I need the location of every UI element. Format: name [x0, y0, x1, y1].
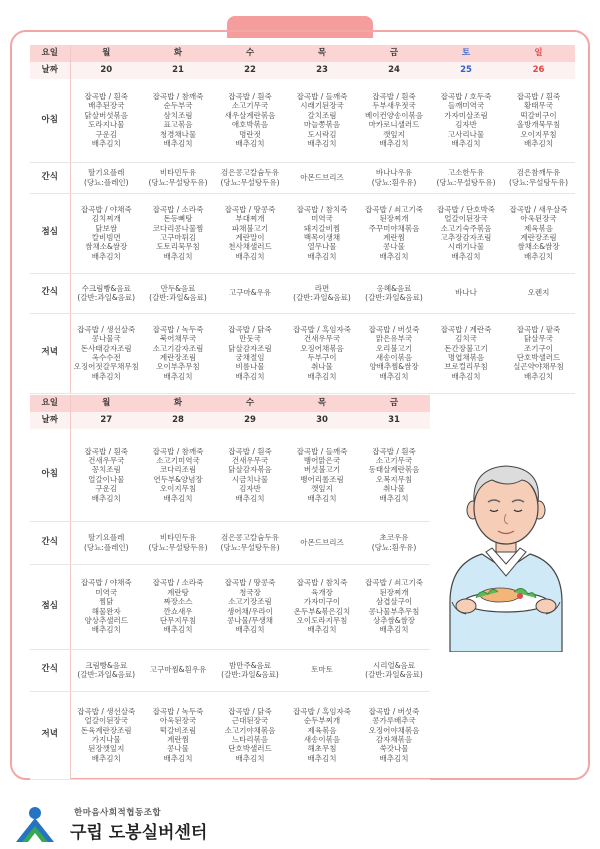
menu-cell: 초코우유 (당뇨:흰우유)	[358, 521, 430, 564]
snack-row	[30, 521, 430, 564]
date-label: 날짜	[30, 412, 70, 429]
menu-cell: 잡곡밥 / 흰죽 두부새우젓국 베이컨양송이볶음 마카로니샐러드 깻잎지 배추김치	[358, 79, 430, 162]
date-cell: 26	[502, 62, 575, 79]
day-thu: 목	[286, 45, 358, 62]
org-name: 구립 도봉실버센터	[70, 823, 208, 843]
lunch-row	[30, 564, 430, 649]
menu-cell: 오렌지	[502, 273, 575, 313]
day-wed: 수	[214, 395, 286, 412]
menu-cell: 검은참깨두유 (당뇨:무설탕두유)	[502, 162, 575, 193]
menu-cell: 수크림빵&음료 (갈반:과일&음료)	[70, 273, 142, 313]
snack-row	[30, 273, 575, 313]
menu-cell: 잡곡밥 / 쇠고기죽 된장찌개 삼겹살구이 콩나물부추무침 상추쌈&쌈장 배추김치	[358, 564, 430, 649]
org-subtitle: 한마음사회적협동조합	[74, 808, 162, 818]
menu-cell: 토마토	[286, 649, 358, 691]
menu-cell: 아몬드브리즈	[286, 162, 358, 193]
date-cell: 22	[214, 62, 286, 79]
menu-cell: 비타민두유 (당뇨:무설탕두유)	[142, 521, 214, 564]
menu-cell: 잡곡밥 / 호두죽 들깨미역국 가자미살조림 김자반 고사리나물 배추김치	[430, 79, 502, 162]
day-fri: 금	[358, 45, 430, 62]
menu-cell: 잡곡밥 / 야채죽 미역국 찜닭 해물완자 양상추샐러드 배추김치	[70, 564, 142, 649]
menu-cell: 잡곡밥 / 흰죽 소고기무국 동태살계란볶음 오복지무침 취나물 배추김치	[358, 429, 430, 521]
date-cell: 21	[142, 62, 214, 79]
week1-menu-table	[30, 45, 575, 394]
menu-cell: 잡곡밥 / 새우살죽 아욱된장국 제육볶음 계란장조림 쌈채소&쌈장 배추김치	[502, 193, 575, 273]
menu-cell: 잡곡밥 / 단호박죽 얼갈이된장국 소고기숙주볶음 고추장감자조림 시래기나물 배추김치	[430, 193, 502, 273]
meal-label: 간식	[30, 649, 70, 691]
date-cell: 29	[214, 412, 286, 429]
day-thu: 목	[286, 395, 358, 412]
menu-cell: 크림빵&음료 (갈반:과일&음료)	[70, 649, 142, 691]
menu-cell: 잡곡밥 / 쇠고기죽 된장찌개 주꾸미야채볶음 계란찜 콩나물 배추김치	[358, 193, 430, 273]
date-cell: 30	[286, 412, 358, 429]
day-fri: 금	[358, 395, 430, 412]
date-cell: 25	[430, 62, 502, 79]
date-cell: 24	[358, 62, 430, 79]
menu-cell: 잡곡밥 / 녹두죽 북어채무국 소고기감자조림 계란장조림 오이부추무침 배추김치	[142, 313, 214, 393]
meal-label: 저녁	[30, 691, 70, 779]
elderly-man-with-food-illustration	[436, 452, 576, 652]
snack-row	[30, 162, 575, 193]
menu-cell: 고소한두유 (당뇨:무설탕두유)	[430, 162, 502, 193]
menu-cell: 잡곡밥 / 계란죽 김치국 돈간장불고기 명엽채볶음 브로컬리무침 배추김치	[430, 313, 502, 393]
menu-cell: 잡곡밥 / 닭죽 근대된장국 소고기야채볶음 느타리볶음 단호박샐러드 배추김치	[214, 691, 286, 779]
day-header-row	[30, 395, 430, 412]
meal-label: 저녁	[30, 313, 70, 393]
dinner-row	[30, 313, 575, 393]
date-cell: 28	[142, 412, 214, 429]
breakfast-row	[30, 79, 575, 162]
menu-cell: 바나나	[430, 273, 502, 313]
menu-cell: 라면 (갈반:과일&음료)	[286, 273, 358, 313]
day-wed: 수	[214, 45, 286, 62]
date-row	[30, 412, 430, 429]
dinner-row	[30, 691, 430, 779]
day-header-row	[30, 45, 575, 62]
date-cell: 27	[70, 412, 142, 429]
menu-cell: 고구마찜&흰우유	[142, 649, 214, 691]
menu-cell: 잡곡밥 / 버섯죽 콩가루배추국 오징어야채볶음 감자채볶음 쑥갓나물 배추김치	[358, 691, 430, 779]
day-sun: 일	[502, 45, 575, 62]
menu-cell: 잡곡밥 / 들깨죽 시래기된장국 갈치조림 마늘쫑볶음 도시락김 배추김치	[286, 79, 358, 162]
lunch-row	[30, 193, 575, 273]
date-cell: 20	[70, 62, 142, 79]
menu-cell: 잡곡밥 / 땅콩죽 부대찌개 파채불고기 계란말이 천사채샐러드 배추김치	[214, 193, 286, 273]
menu-cell: 시리얼&음료 (갈반:과일&음료)	[358, 649, 430, 691]
menu-cell: 잡곡밥 / 참치죽 미역국 돼지갈비찜 백목이생채 열무나물 배추김치	[286, 193, 358, 273]
menu-cell: 검은콩고칼슘두유 (당뇨:무설탕두유)	[214, 162, 286, 193]
date-cell: 23	[286, 62, 358, 79]
day-tue: 화	[142, 395, 214, 412]
day-label: 요일	[30, 395, 70, 412]
menu-cell: 잡곡밥 / 흑임자죽 순두부찌개 제육볶음 새송이볶음 해초무침 배추김치	[286, 691, 358, 779]
menu-cell: 옹혜&음료 (갈반:과일&음료)	[358, 273, 430, 313]
menu-cell: 아몬드브리즈	[286, 521, 358, 564]
breakfast-row	[30, 429, 430, 521]
meal-label: 간식	[30, 162, 70, 193]
day-label: 요일	[30, 45, 70, 62]
menu-cell: 잡곡밥 / 닭죽 만둣국 닭살감자조림 궁채절임 비름나물 배추김치	[214, 313, 286, 393]
week2-menu-table	[30, 395, 430, 780]
menu-cell: 고구마&우유	[214, 273, 286, 313]
menu-cell: 비타민두유 (당뇨:무설탕두유)	[142, 162, 214, 193]
meal-label: 간식	[30, 521, 70, 564]
date-row	[30, 62, 575, 79]
snack-row	[30, 649, 430, 691]
menu-cell: 잡곡밥 / 참깨죽 소고기미역국 코다리조림 연두부&양념장 오이지무침 배추김치	[142, 429, 214, 521]
menu-cell: 딸기요플레 (당뇨:플레인)	[70, 162, 142, 193]
day-mon: 월	[70, 395, 142, 412]
meal-label: 아침	[30, 429, 70, 521]
menu-cell: 잡곡밥 / 흰죽 배추된장국 닭살버섯볶음 도라지나물 구운김 배추김치	[70, 79, 142, 162]
date-cell: 31	[358, 412, 430, 429]
menu-cell: 잡곡밥 / 야채죽 김치찌개 닭보쌈 칼비빔면 쌈채소&쌈장 배추김치	[70, 193, 142, 273]
mountain-logo-icon	[14, 804, 56, 844]
menu-cell: 잡곡밥 / 생선살죽 얼갈이된장국 돈육계란장조림 가지나물 된장깻잎지 배추김치	[70, 691, 142, 779]
meal-label: 간식	[30, 273, 70, 313]
menu-cell: 잡곡밥 / 팥죽 닭살무국 조기구이 단호박샐러드 실곤약야채무침 배추김치	[502, 313, 575, 393]
menu-cell: 잡곡밥 / 흰죽 황태무국 떡갈비구이 올방개묵무침 오이지무침 배추김치	[502, 79, 575, 162]
menu-cell: 만두&음료 (갈반:과일&음료)	[142, 273, 214, 313]
meal-label: 점심	[30, 193, 70, 273]
menu-cell: 밤만주&음료 (갈반:과일&음료)	[214, 649, 286, 691]
menu-cell: 잡곡밥 / 흰죽 건새우무국 닭살감자볶음 시금치나물 김자반 배추김치	[214, 429, 286, 521]
menu-cell: 잡곡밥 / 흑임자죽 건새우무국 오징어채볶음 두부구이 취나물 배추김치	[286, 313, 358, 393]
menu-cell: 잡곡밥 / 녹두죽 아욱된장국 떡갈비조림 계란찜 콩나물 배추김치	[142, 691, 214, 779]
menu-cell: 잡곡밥 / 들깨죽 뱅어맑은국 버섯불고기 뱅어리롤조림 깻잎지 배추김치	[286, 429, 358, 521]
menu-cell: 잡곡밥 / 참깨죽 순두부국 삼치조림 표고볶음 청경채나물 배추김치	[142, 79, 214, 162]
menu-cell: 잡곡밥 / 생선살죽 콩나물국 돈사태감자조림 옥수수전 오징어젓갈무채무침 배추김치	[70, 313, 142, 393]
date-label: 날짜	[30, 62, 70, 79]
day-sat: 토	[430, 45, 502, 62]
menu-cell: 잡곡밥 / 소라죽 계란탕 짜장소스 깐쇼새우 단무지무침 배추김치	[142, 564, 214, 649]
menu-cell: 잡곡밥 / 땅콩죽 청국장 소고기장조림 생어채/우라이 콩나물/무생채 배추김치	[214, 564, 286, 649]
menu-cell: 잡곡밥 / 소라죽 돈등뼈탕 코다리콩나물찜 고구마튀김 도토리묵무침 배추김치	[142, 193, 214, 273]
menu-cell: 바나나우유 (당뇨:흰우유)	[358, 162, 430, 193]
menu-cell: 잡곡밥 / 흰죽 건새우무국 꽁치조림 얼갈이나물 구운김 배추김치	[70, 429, 142, 521]
day-tue: 화	[142, 45, 214, 62]
menu-cell: 잡곡밥 / 버섯죽 맑은유부국 오리불고기 새송이볶음 양배추찜&쌈장 배추김치	[358, 313, 430, 393]
menu-cell: 잡곡밥 / 참치죽 육개장 가자미구이 온두부&볶은김치 오이도라지무침 배추김치	[286, 564, 358, 649]
day-mon: 월	[70, 45, 142, 62]
menu-cell: 검은콩고칼슘두유 (당뇨:무설탕두유)	[214, 521, 286, 564]
meal-label: 점심	[30, 564, 70, 649]
meal-label: 아침	[30, 79, 70, 162]
menu-cell: 딸기요플레 (당뇨:플레인)	[70, 521, 142, 564]
menu-cell: 잡곡밥 / 흰죽 소고기무국 새우살계란볶음 애호박볶음 명란젓 배추김치	[214, 79, 286, 162]
